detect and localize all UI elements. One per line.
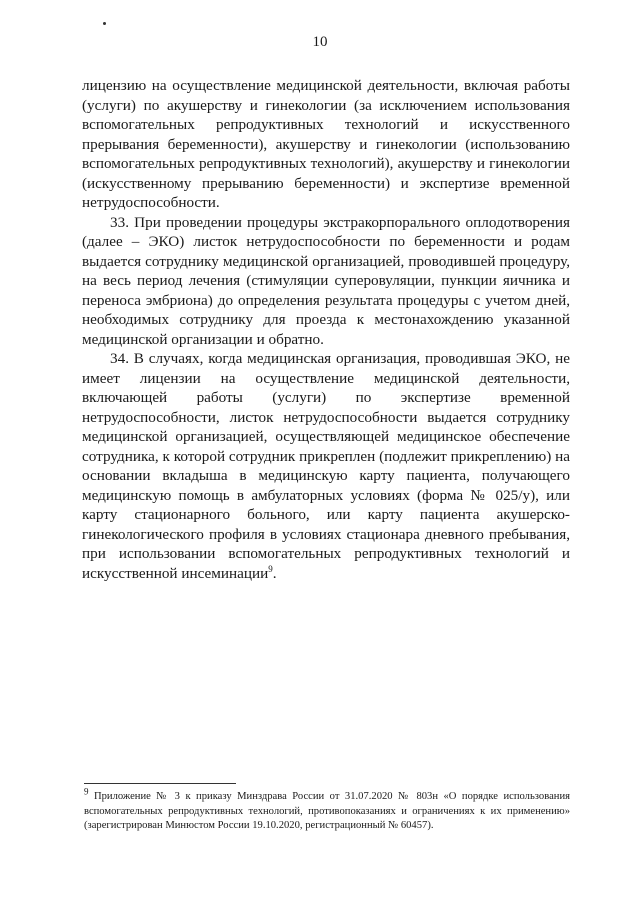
paragraph-text: 34. В случаях, когда медицинская организация, проводившая ЭКО, не имеет лицензии на осуществление медицинской деятельности, включающей работы (услуги) по экспертизе временной нетрудоспособности, листок нетрудоспособности выдается сотруднику медицинской организацией, осуществляющей медицинское обеспечение сотрудника, к которой сотрудник прикреплен (подлежит прикреплению) на основании вкладыша в медицинскую карту пациента, получающего медицинскую помощь в амбулаторных условиях (форма № 025/у), или карту стационарного больного, или карту пациента акушерско-гинекологического профиля в условиях стационара дневного пребывания, при использовании вспомогательных репродуктивных технологий и искусственной инсеминации — [82, 350, 570, 582]
scan-artifact-dot — [103, 22, 106, 25]
document-body — [82, 76, 570, 583]
footnote-text: Приложение № 3 к приказу Минздрава России от 31.07.2020 № 803н «О порядке использования вспомогательных репродуктивных технологий, противопоказаниях и ограничениях к их применению» (зарегистрирован Минюстом России 19.10.2020, регистрационный № 60457). — [84, 791, 570, 831]
footnote-divider — [84, 783, 236, 784]
paragraph-continuation — [82, 76, 570, 213]
paragraph-33 — [82, 213, 570, 350]
paragraph-trailing: . — [272, 564, 277, 582]
page-number: 10 — [312, 34, 328, 50]
paragraph-34 — [82, 349, 570, 583]
footnote-marker: 9 — [84, 786, 89, 797]
paragraph-text: 33. При проведении процедуры экстракорпорального оплодотворения (далее – ЭКО) листок нетрудоспособности по беременности и родам выдается сотруднику медицинской организацией, проводившей процедуру, на весь период лечения (стимуляции суперовуляции, пункции яичника и переноса эмбриона) до определения результата процедуры с учетом дней, необходимых сотруднику для проезда к местонахождению указанной медицинской организации и обратно. — [82, 213, 570, 348]
footnote — [84, 786, 570, 834]
paragraph-text: лицензию на осуществление медицинской деятельности, включая работы (услуги) по акушерству и гинекологии (за исключением использования вспомогательных репродуктивных технологий и искусственного прерывания беременности), акушерству и гинекологии (использованию вспомогательных репродуктивных технологий), акушерству и гинекологии (искусственному прерыванию беременности) и экспертизе временной нетрудоспособности. — [82, 77, 570, 211]
footnote-reference[interactable]: 9 — [268, 563, 273, 574]
